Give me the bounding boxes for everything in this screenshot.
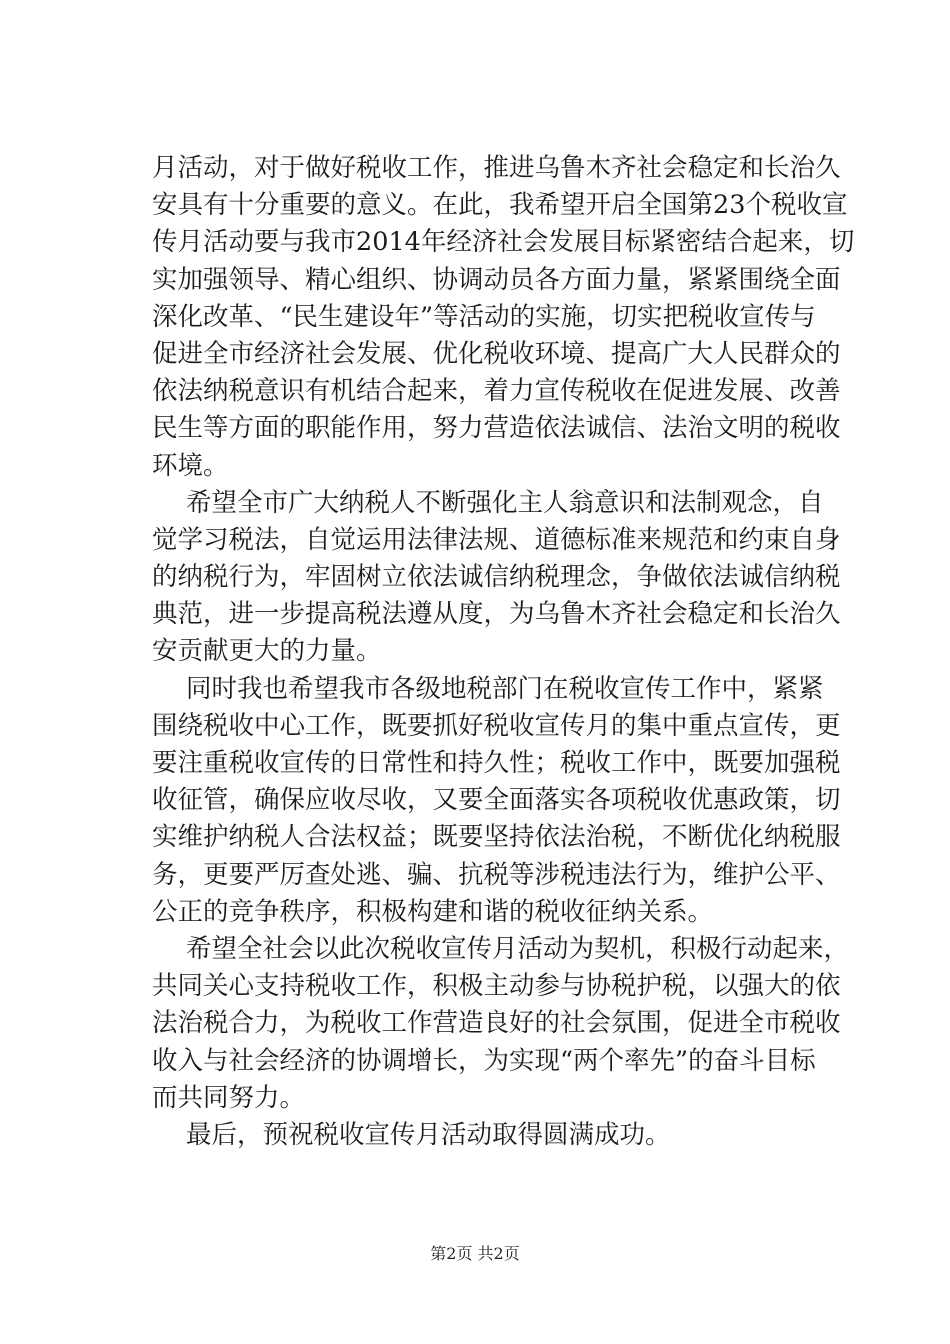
text-line: 共同关心支持税收工作，积极主动参与协税护税，以强大的依 <box>152 971 841 1002</box>
text-line: 收征管，确保应收尽收，又要全面落实各项税收优惠政策，切 <box>152 785 841 816</box>
text-line: 安贡献更大的力量。 <box>152 636 382 667</box>
text-line: 实维护纳税人合法权益；既要坚持依法治税，不断优化纳税服 <box>152 822 841 853</box>
text-line: 典范，进一步提高税法遵从度，为乌鲁木齐社会稳定和长治久 <box>152 599 841 630</box>
text-line: 而共同努力。 <box>152 1082 306 1113</box>
page-footer: 第2页 共2页 <box>430 1244 520 1263</box>
text-line: 务，更要严厉查处逃、骗、抗税等涉税违法行为，维护公平、 <box>152 859 841 890</box>
text-line: 同时我也希望我市各级地税部门在税收宣传工作中，紧紧 <box>186 673 824 704</box>
text-line: 传月活动要与我市2014年经济社会发展目标紧密结合起来，切 <box>152 227 855 258</box>
text-line: 的纳税行为，牢固树立依法诚信纳税理念，争做依法诚信纳税 <box>152 562 841 593</box>
text-line: 收入与社会经济的协调增长，为实现“两个率先”的奋斗目标 <box>152 1045 816 1076</box>
text-line: 希望全市广大纳税人不断强化主人翁意识和法制观念，自 <box>186 487 824 518</box>
text-line: 依法纳税意识有机结合起来，着力宣传税收在促进发展、改善 <box>152 376 841 407</box>
text-line: 实加强领导、精心组织、协调动员各方面力量，紧紧围绕全面 <box>152 264 841 295</box>
text-line: 希望全社会以此次税收宣传月活动为契机，积极行动起来， <box>186 933 850 964</box>
document-body <box>152 150 855 1154</box>
text-line: 环境。 <box>152 450 229 481</box>
text-line: 觉学习税法，自觉运用法律法规、道德标准来规范和约束自身 <box>152 524 841 555</box>
text-line: 围绕税收中心工作，既要抓好税收宣传月的集中重点宣传，更 <box>152 710 841 741</box>
text-line: 最后，预祝税收宣传月活动取得圆满成功。 <box>186 1119 671 1150</box>
text-line: 法治税合力，为税收工作营造良好的社会氛围，促进全市税收 <box>152 1008 841 1039</box>
text-line: 安具有十分重要的意义。在此，我希望开启全国第23个税收宣 <box>152 190 848 221</box>
text-line: 公正的竞争秩序，积极构建和谐的税收征纳关系。 <box>152 896 714 927</box>
text-line: 月活动，对于做好税收工作，推进乌鲁木齐社会稳定和长治久 <box>152 153 841 183</box>
text-line: 促进全市经济社会发展、优化税收环境、提高广大人民群众的 <box>152 338 841 369</box>
text-line: 民生等方面的职能作用，努力营造依法诚信、法治文明的税收 <box>152 413 841 444</box>
text-line: 深化改革、“民生建设年”等活动的实施，切实把税收宣传与 <box>152 301 816 332</box>
text-line: 要注重税收宣传的日常性和持久性；税收工作中，既要加强税 <box>152 748 841 778</box>
